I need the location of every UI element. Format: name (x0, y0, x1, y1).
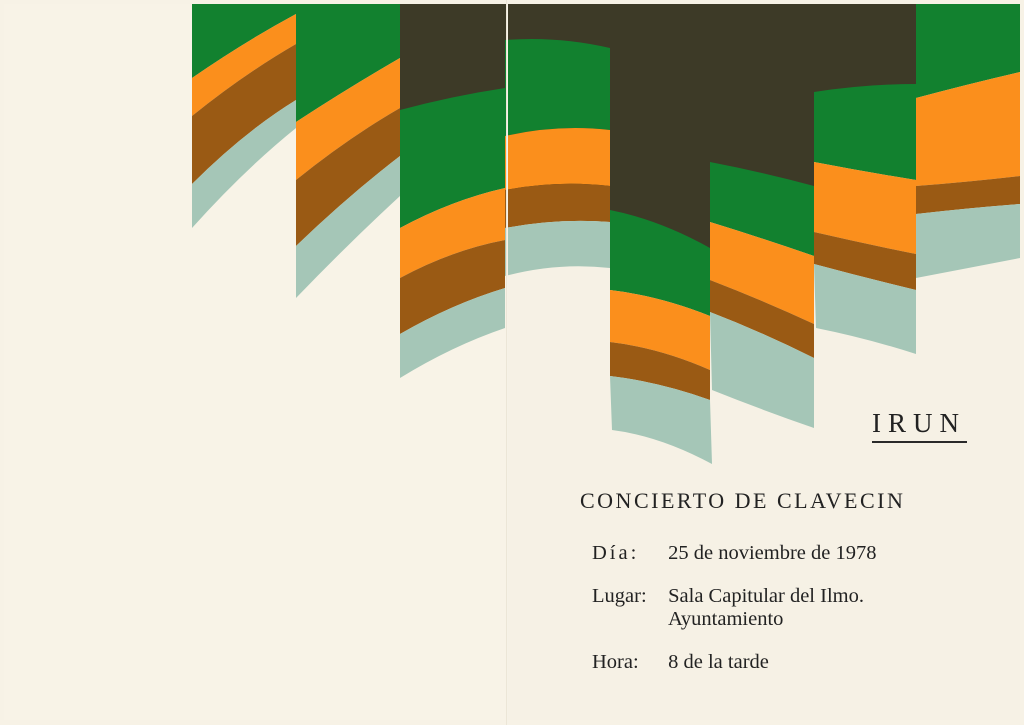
stripe-column-6 (710, 162, 814, 428)
city-title: IRUN (872, 408, 966, 438)
stripe-column-3 (400, 88, 505, 378)
time-row (592, 650, 992, 674)
place-row (592, 584, 992, 608)
stripe-column-5 (610, 210, 712, 464)
center-fold (506, 0, 508, 725)
date-label: Día: (592, 542, 640, 564)
place-label: Lugar: (592, 585, 647, 607)
date-row (592, 541, 992, 565)
time-value: 8 de la tarde (668, 651, 769, 673)
stripe-column-7 (814, 84, 916, 354)
stripe-column-1 (192, 4, 296, 228)
place-row-continued (668, 607, 1024, 631)
place-value-line1: Sala Capitular del Ilmo. (668, 585, 864, 607)
stripe-column-4 (505, 39, 610, 276)
concert-title: CONCIERTO DE CLAVECIN (580, 488, 906, 513)
date-value: 25 de noviembre de 1978 (668, 542, 877, 564)
time-label: Hora: (592, 651, 639, 673)
place-value-line2: Ayuntamiento (668, 608, 784, 630)
title-underline (872, 441, 967, 443)
stripe-column-2 (296, 4, 400, 298)
stripe-column-8 (916, 4, 1020, 278)
